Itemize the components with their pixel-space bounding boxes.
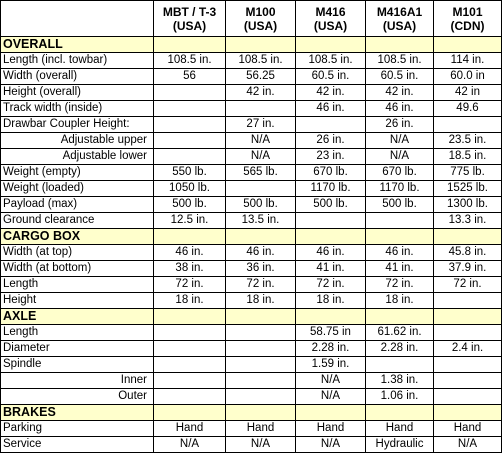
value-cell: 42 in	[434, 85, 502, 101]
section-title: BRAKES	[1, 405, 154, 421]
section-header-empty-cell	[434, 309, 502, 325]
value-cell: 500 lb.	[226, 197, 296, 213]
value-cell: 670 lb.	[296, 165, 366, 181]
value-cell: 72 in.	[296, 277, 366, 293]
spec-table-body	[1, 1, 502, 453]
row-label: Track width (inside)	[1, 101, 154, 117]
value-cell	[296, 213, 366, 229]
value-cell: 58.75 in	[296, 325, 366, 341]
value-cell: 46 in.	[154, 245, 226, 261]
value-cell: 500 lb.	[154, 197, 226, 213]
section-header-row	[1, 405, 502, 421]
value-cell: 1170 lb.	[366, 181, 434, 197]
table-row	[1, 357, 502, 373]
value-cell	[366, 357, 434, 373]
table-row	[1, 53, 502, 69]
row-label: Height (overall)	[1, 85, 154, 101]
value-cell	[226, 389, 296, 405]
column-model-name: M100	[245, 4, 276, 19]
column-header	[366, 1, 434, 37]
section-header-empty-cell	[434, 405, 502, 421]
value-cell	[226, 101, 296, 117]
value-cell: 60.5 in.	[296, 69, 366, 85]
row-label: Payload (max)	[1, 197, 154, 213]
row-label: Weight (loaded)	[1, 181, 154, 197]
value-cell: 1.59 in.	[296, 357, 366, 373]
value-cell: 41 in.	[366, 261, 434, 277]
value-cell: Hand	[434, 421, 502, 437]
row-label: Drawbar Coupler Height:	[1, 117, 154, 133]
value-cell: 500 lb.	[366, 197, 434, 213]
value-cell: 1.38 in.	[366, 373, 434, 389]
value-cell	[154, 373, 226, 389]
row-label: Length	[1, 325, 154, 341]
section-header-empty-cell	[296, 229, 366, 245]
value-cell	[154, 341, 226, 357]
value-cell: 72 in.	[366, 277, 434, 293]
value-cell: N/A	[296, 373, 366, 389]
value-cell	[154, 101, 226, 117]
column-country: (USA)	[172, 18, 207, 33]
section-header-empty-cell	[226, 37, 296, 53]
value-cell: Hand	[154, 421, 226, 437]
column-header	[434, 1, 502, 37]
value-cell: 2.28 in.	[366, 341, 434, 357]
section-header-empty-cell	[366, 405, 434, 421]
value-cell: 36 in.	[226, 261, 296, 277]
value-cell: Hydraulic	[366, 437, 434, 453]
row-label: Diameter	[1, 341, 154, 357]
value-cell: 46 in.	[366, 101, 434, 117]
value-cell	[226, 357, 296, 373]
value-cell: 38 in.	[154, 261, 226, 277]
value-cell: 775 lb.	[434, 165, 502, 181]
value-cell: 45.8 in.	[434, 245, 502, 261]
value-cell: 13.5 in.	[226, 213, 296, 229]
value-cell	[154, 357, 226, 373]
value-cell: 72 in.	[226, 277, 296, 293]
value-cell: N/A	[434, 437, 502, 453]
value-cell: 670 lb.	[366, 165, 434, 181]
section-header-empty-cell	[154, 405, 226, 421]
section-header-empty-cell	[296, 405, 366, 421]
row-label: Outer	[1, 389, 154, 405]
column-model-name: M416	[315, 4, 346, 19]
column-header	[154, 1, 226, 37]
value-cell	[226, 181, 296, 197]
value-cell: 60.5 in.	[366, 69, 434, 85]
row-label: Ground clearance	[1, 213, 154, 229]
row-label: Width (at bottom)	[1, 261, 154, 277]
value-cell: 56	[154, 69, 226, 85]
table-row	[1, 437, 502, 453]
value-cell: 49.6	[434, 101, 502, 117]
section-header-empty-cell	[366, 37, 434, 53]
header-row	[1, 1, 502, 37]
value-cell	[154, 149, 226, 165]
value-cell: 46 in.	[226, 245, 296, 261]
row-label: Length (incl. towbar)	[1, 53, 154, 69]
table-row	[1, 149, 502, 165]
value-cell: 46 in.	[296, 245, 366, 261]
table-row	[1, 69, 502, 85]
table-row	[1, 421, 502, 437]
value-cell	[226, 325, 296, 341]
section-header-empty-cell	[434, 37, 502, 53]
row-label: Adjustable lower	[1, 149, 154, 165]
section-header-empty-cell	[226, 309, 296, 325]
value-cell	[434, 293, 502, 309]
section-header-empty-cell	[434, 229, 502, 245]
value-cell: 72 in.	[154, 277, 226, 293]
row-label: Weight (empty)	[1, 165, 154, 181]
value-cell: 41 in.	[296, 261, 366, 277]
section-header-empty-cell	[154, 37, 226, 53]
column-country: (USA)	[382, 18, 417, 33]
value-cell: Hand	[366, 421, 434, 437]
row-label: Height	[1, 293, 154, 309]
value-cell: 23 in.	[296, 149, 366, 165]
section-title: CARGO BOX	[1, 229, 154, 245]
table-row	[1, 245, 502, 261]
section-header-empty-cell	[366, 229, 434, 245]
section-header-empty-cell	[226, 229, 296, 245]
section-header-empty-cell	[154, 229, 226, 245]
table-row	[1, 181, 502, 197]
value-cell: 108.5 in.	[226, 53, 296, 69]
value-cell: 114 in.	[434, 53, 502, 69]
value-cell: Hand	[226, 421, 296, 437]
table-row	[1, 277, 502, 293]
value-cell	[154, 117, 226, 133]
column-header	[296, 1, 366, 37]
value-cell: 500 lb.	[296, 197, 366, 213]
value-cell: 37.9 in.	[434, 261, 502, 277]
value-cell: 12.5 in.	[154, 213, 226, 229]
table-row	[1, 341, 502, 357]
value-cell: 18 in.	[296, 293, 366, 309]
section-header-empty-cell	[226, 405, 296, 421]
column-model-name: MBT / T-3	[162, 4, 217, 19]
value-cell	[296, 117, 366, 133]
section-header-row	[1, 229, 502, 245]
value-cell: 60.0 in	[434, 69, 502, 85]
value-cell: N/A	[366, 149, 434, 165]
row-label: Parking	[1, 421, 154, 437]
table-row	[1, 133, 502, 149]
row-label: Adjustable upper	[1, 133, 154, 149]
column-header	[226, 1, 296, 37]
value-cell: 26 in.	[296, 133, 366, 149]
section-header-row	[1, 309, 502, 325]
value-cell: 2.4 in.	[434, 341, 502, 357]
header-corner-cell	[1, 1, 154, 37]
value-cell: 108.5 in.	[366, 53, 434, 69]
row-label: Width (at top)	[1, 245, 154, 261]
section-header-empty-cell	[296, 309, 366, 325]
value-cell: N/A	[226, 149, 296, 165]
table-row	[1, 325, 502, 341]
value-cell: 1050 lb.	[154, 181, 226, 197]
value-cell: 1525 lb.	[434, 181, 502, 197]
value-cell	[434, 325, 502, 341]
value-cell: 46 in.	[366, 245, 434, 261]
column-country: (USA)	[243, 18, 278, 33]
value-cell	[154, 85, 226, 101]
value-cell: 18 in.	[226, 293, 296, 309]
value-cell: 42 in.	[296, 85, 366, 101]
value-cell: 2.28 in.	[296, 341, 366, 357]
value-cell: Hand	[296, 421, 366, 437]
value-cell: 550 lb.	[154, 165, 226, 181]
value-cell: N/A	[296, 389, 366, 405]
value-cell: 72 in.	[434, 277, 502, 293]
section-header-empty-cell	[154, 309, 226, 325]
section-title: AXLE	[1, 309, 154, 325]
value-cell: 23.5 in.	[434, 133, 502, 149]
value-cell	[434, 389, 502, 405]
table-row	[1, 101, 502, 117]
value-cell: 1.06 in.	[366, 389, 434, 405]
value-cell: N/A	[154, 437, 226, 453]
table-row	[1, 213, 502, 229]
table-row	[1, 293, 502, 309]
table-row	[1, 117, 502, 133]
column-country: (CDN)	[450, 18, 485, 33]
value-cell	[154, 389, 226, 405]
table-row	[1, 389, 502, 405]
value-cell	[434, 357, 502, 373]
value-cell: 108.5 in.	[296, 53, 366, 69]
value-cell	[226, 373, 296, 389]
value-cell	[226, 341, 296, 357]
row-label: Length	[1, 277, 154, 293]
row-label: Inner	[1, 373, 154, 389]
value-cell: N/A	[366, 133, 434, 149]
value-cell: 565 lb.	[226, 165, 296, 181]
value-cell: 18 in.	[366, 293, 434, 309]
value-cell	[366, 213, 434, 229]
value-cell: N/A	[296, 437, 366, 453]
value-cell: 18.5 in.	[434, 149, 502, 165]
table-row	[1, 197, 502, 213]
value-cell: 13.3 in.	[434, 213, 502, 229]
value-cell: 1300 lb.	[434, 197, 502, 213]
value-cell: 46 in.	[296, 101, 366, 117]
value-cell	[434, 373, 502, 389]
value-cell: 27 in.	[226, 117, 296, 133]
column-country: (USA)	[313, 18, 348, 33]
value-cell: N/A	[226, 437, 296, 453]
column-model-name: M101	[452, 4, 483, 19]
section-header-empty-cell	[366, 309, 434, 325]
value-cell: N/A	[226, 133, 296, 149]
section-header-row	[1, 37, 502, 53]
table-row	[1, 373, 502, 389]
value-cell: 1170 lb.	[296, 181, 366, 197]
table-row	[1, 165, 502, 181]
value-cell: 56.25	[226, 69, 296, 85]
table-row	[1, 85, 502, 101]
row-label: Service	[1, 437, 154, 453]
section-header-empty-cell	[296, 37, 366, 53]
row-label: Width (overall)	[1, 69, 154, 85]
table-row	[1, 261, 502, 277]
value-cell	[154, 325, 226, 341]
value-cell: 108.5 in.	[154, 53, 226, 69]
row-label: Spindle	[1, 357, 154, 373]
value-cell: 42 in.	[226, 85, 296, 101]
value-cell: 61.62 in.	[366, 325, 434, 341]
value-cell: 18 in.	[154, 293, 226, 309]
column-model-name: M416A1	[376, 4, 423, 19]
value-cell	[154, 133, 226, 149]
section-title: OVERALL	[1, 37, 154, 53]
value-cell: 42 in.	[366, 85, 434, 101]
value-cell: 26 in.	[366, 117, 434, 133]
value-cell	[434, 117, 502, 133]
